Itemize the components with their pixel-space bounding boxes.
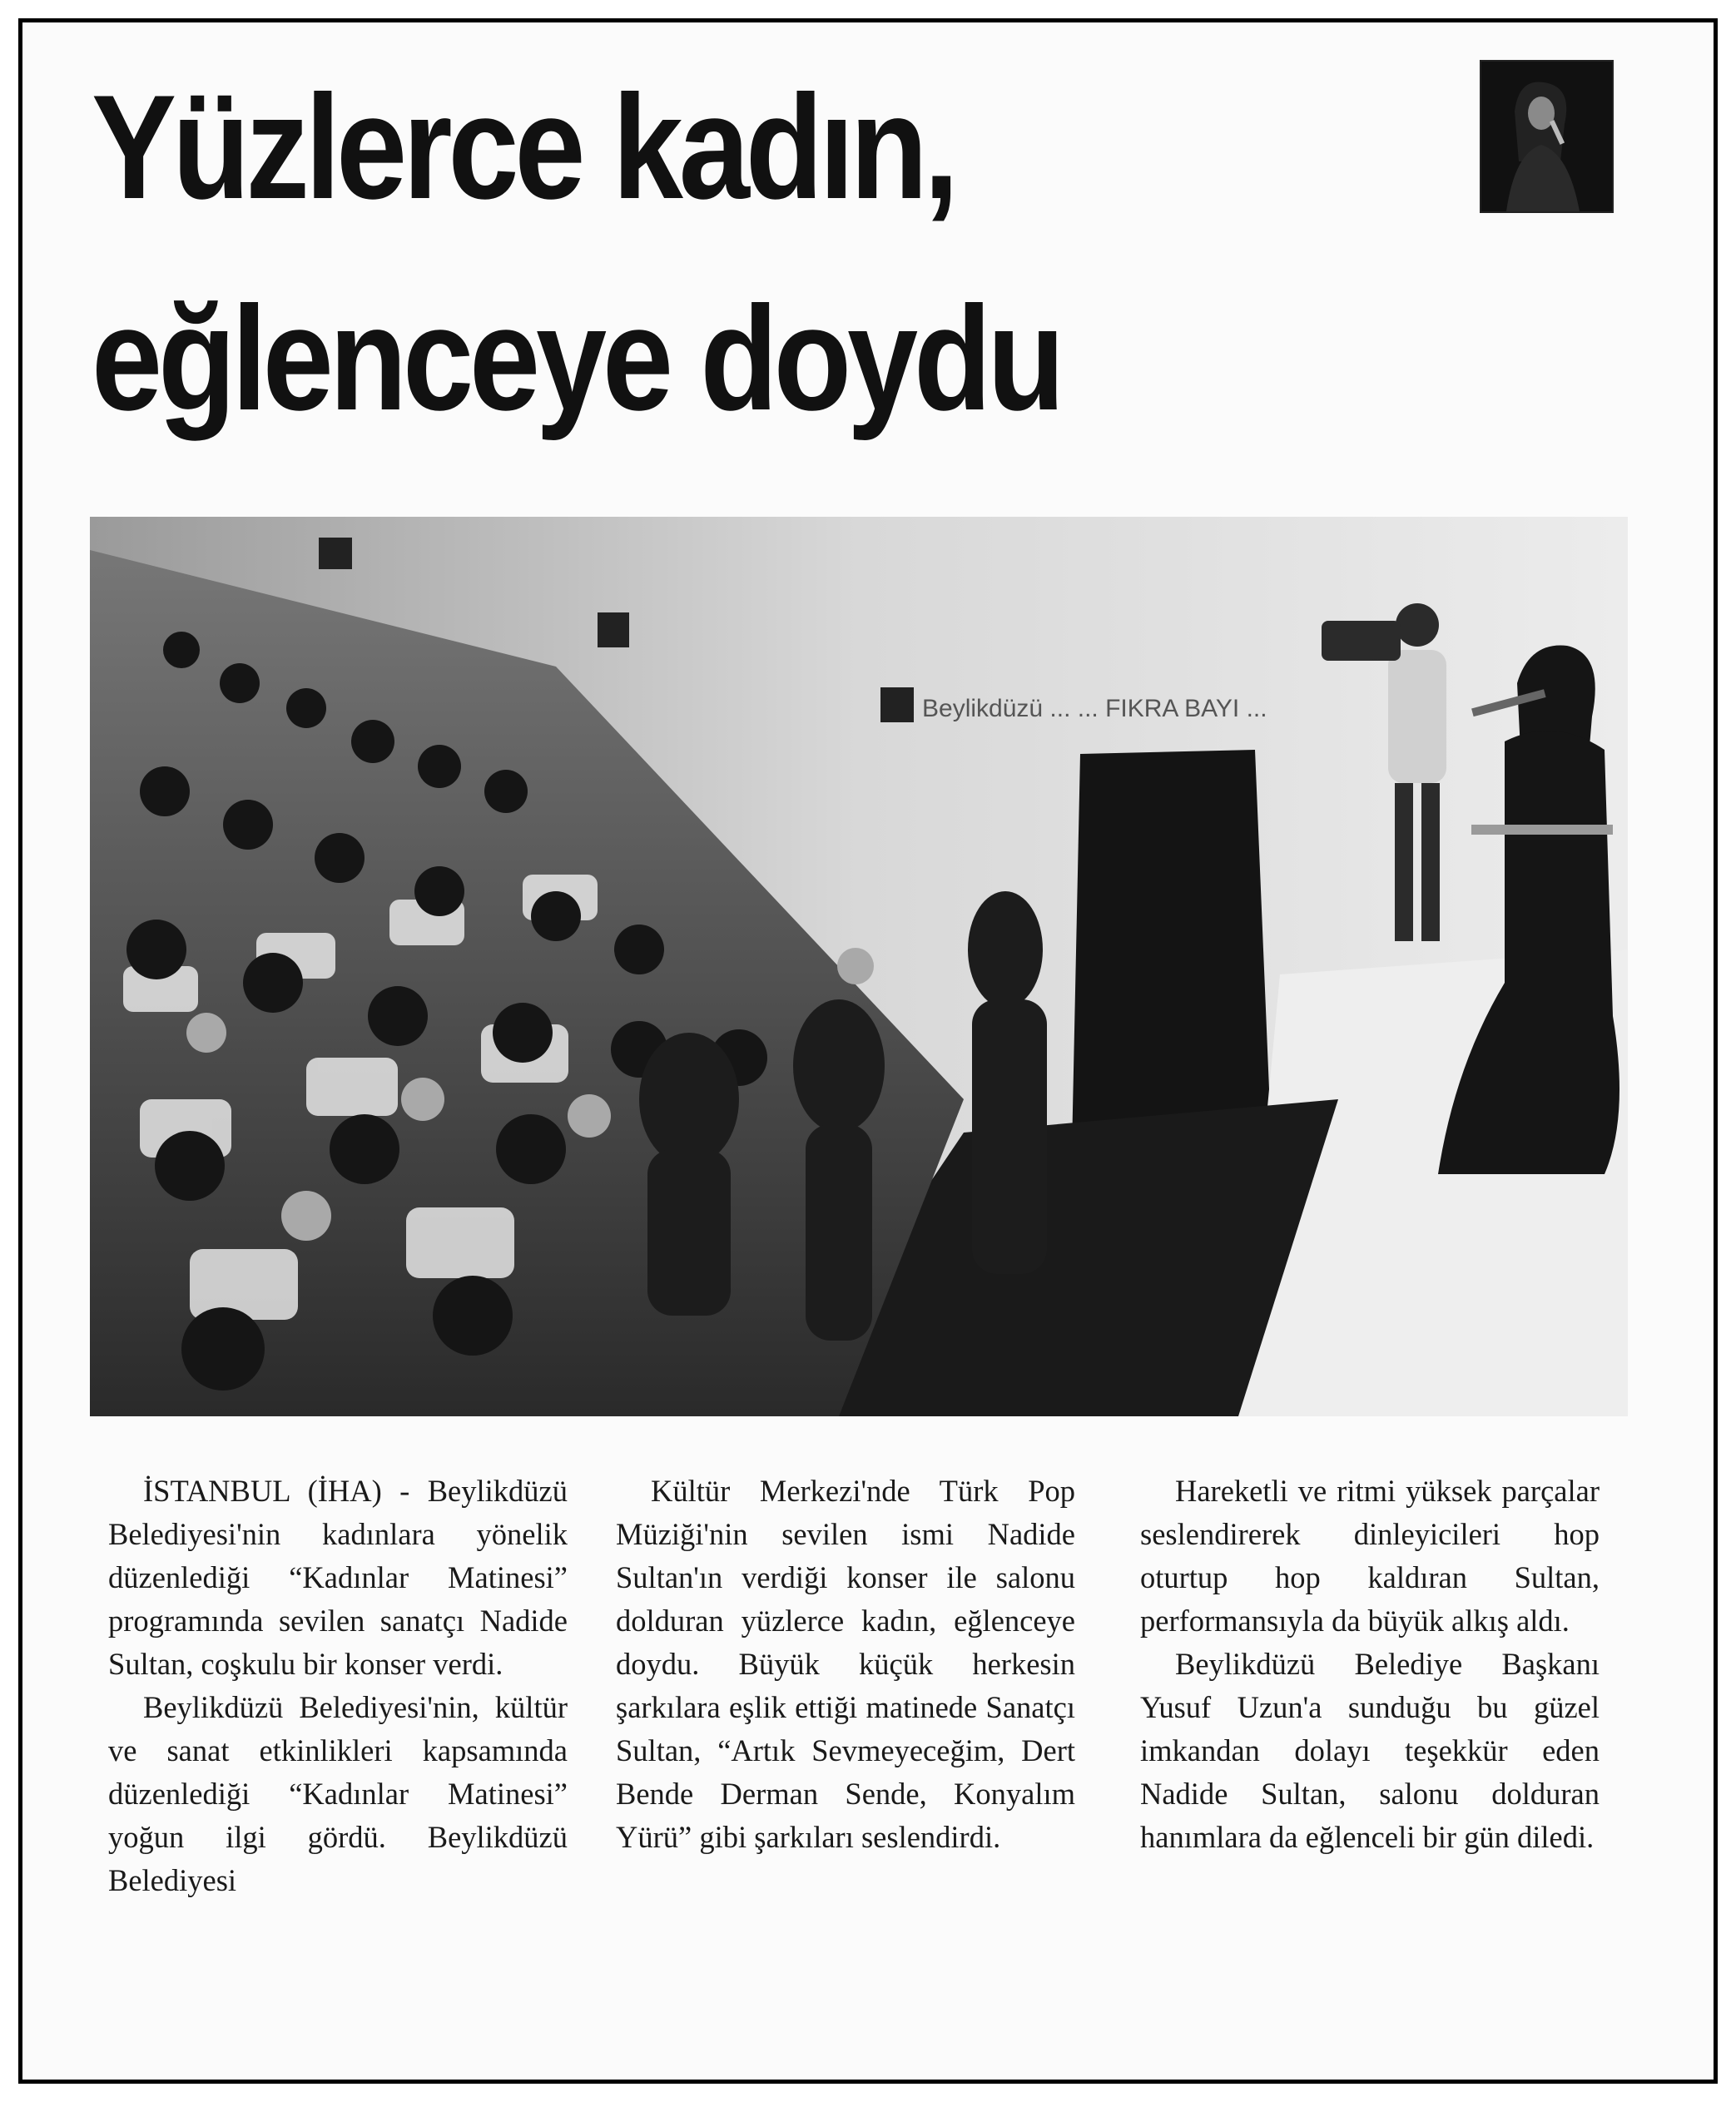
wall-banner: Beylikdüzü ... ... FIKRA BAYI ... xyxy=(922,695,1267,722)
speaker-icon xyxy=(319,538,352,569)
singer-thumbnail-photo xyxy=(1480,60,1614,213)
paragraph: Beylikdüzü Belediye Başkanı Yusuf Uzun'a sunduğu bu güzel imkandan dolayı teşekkür eden Nadide Sultan, salonu dolduran hanımlara da eğlenceli bir gün diledi. xyxy=(1140,1647,1600,1854)
paragraph: Beylikdüzü Belediyesi'nin, kültür ve sanat etkinlikleri kapsamında düzenlediği “Kadınlar Matinesi” yoğun ilgi gördü. Beylikdüzü Belediyesi xyxy=(108,1690,568,1897)
paragraph: İSTANBUL (İHA) - Beylikdüzü Belediyesi'nin kadınlara yönelik düzenlediği “Kadınlar Matinesi” programında sevilen sanatçı Nadide Sultan, coşkulu bir konser verdi. xyxy=(108,1474,568,1681)
headline-line-2: eğlenceye doydu xyxy=(92,275,1061,441)
article-column-2 xyxy=(616,1470,1075,1859)
paragraph: Hareketli ve ritmi yüksek parçalar seslendirerek dinleyicileri hop oturtup hop kaldıran Sultan, performansıyla da büyük alkış aldı. xyxy=(1140,1474,1600,1638)
article-column-1 xyxy=(108,1470,568,1902)
headline-line-1: Yüzlerce kadın, xyxy=(92,64,955,230)
concert-photo xyxy=(90,517,1628,1416)
article-column-3 xyxy=(1140,1470,1600,1859)
paragraph: Kültür Merkezi'nde Türk Pop Müziği'nin sevilen ismi Nadide Sultan'ın verdiği konser ile salonu dolduran yüzlerce kadın, eğlenceye doydu. Büyük küçük herkesin şarkılara eşlik ettiği matinede Sanatçı Sultan, “Artık Sevmeyeceğim, Dert Bende Derman Sende, Konyalım Yürü” gibi şarkıları seslendirdi. xyxy=(616,1474,1075,1854)
